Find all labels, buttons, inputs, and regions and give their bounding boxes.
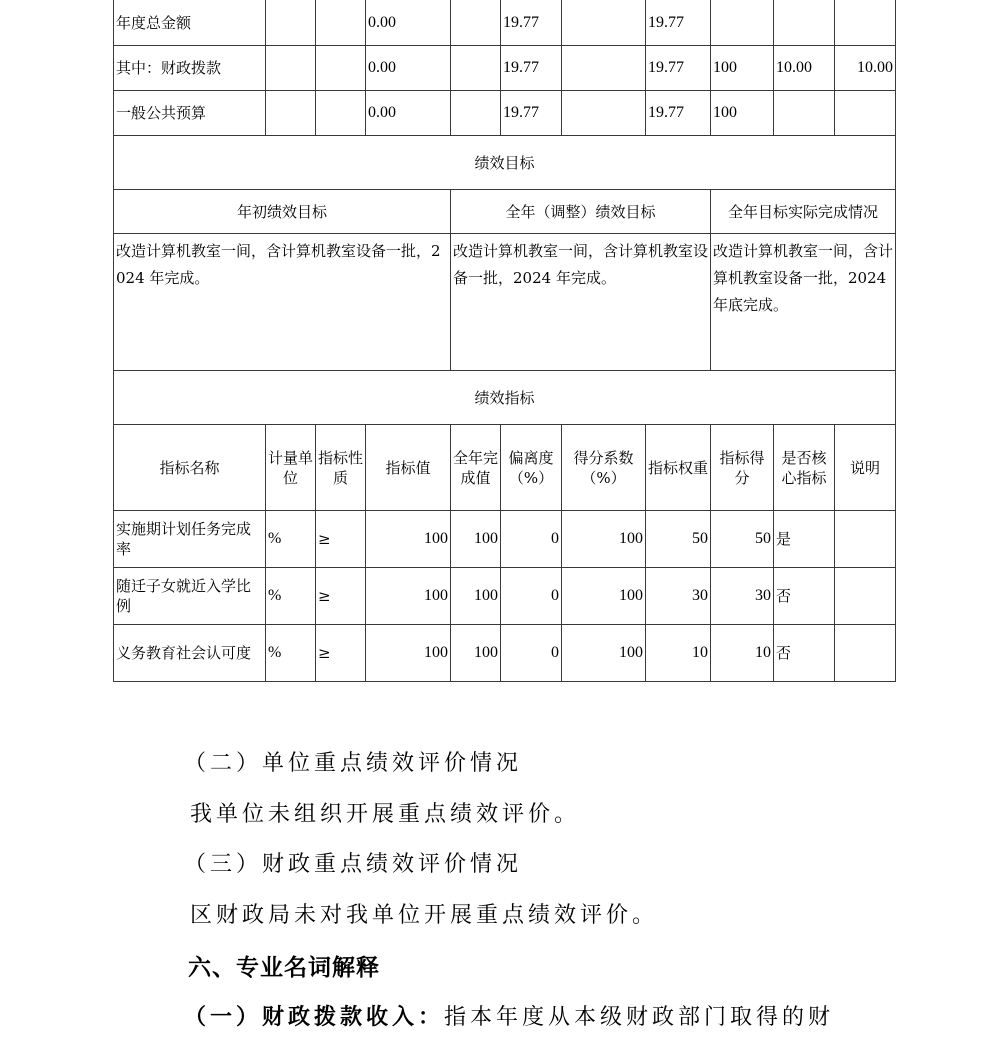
funds-cell (266, 91, 316, 136)
header-target: 指标值 (366, 425, 451, 511)
funds-label: 一般公共预算 (114, 91, 266, 136)
indicator-score: 50 (711, 511, 774, 568)
goals-header-adjusted: 全年（调整）绩效目标 (451, 190, 711, 234)
header-weight: 指标权重 (646, 425, 711, 511)
indicator-weight: 30 (646, 568, 711, 625)
indicator-coef: 100 (562, 568, 646, 625)
indicator-name: 随迁子女就近入学比例 (114, 568, 266, 625)
indicator-name: 实施期计划任务完成率 (114, 511, 266, 568)
funds-cell (562, 0, 646, 46)
indicators-section-title: 绩效指标 (114, 371, 896, 425)
goals-section-title: 绩效目标 (114, 136, 896, 190)
funds-cell (774, 91, 835, 136)
indicator-coef: 100 (562, 625, 646, 682)
funds-cell: 0.00 (366, 46, 451, 91)
funds-cell: 10.00 (835, 46, 896, 91)
funds-cell (451, 46, 501, 91)
funds-label: 年度总金额 (114, 0, 266, 46)
goals-value-initial: 改造计算机教室一间，含计算机教室设备一批，2024 年完成。 (114, 234, 451, 371)
header-nature: 指标性质 (316, 425, 366, 511)
funds-cell (562, 91, 646, 136)
indicators-header-row (114, 425, 896, 511)
section-heading-finance-evaluation: （三）财政重点绩效评价情况 (184, 852, 523, 877)
indicator-row (114, 568, 896, 625)
paragraph-finance-evaluation: 区财政局未对我单位开展重点绩效评价。 (190, 903, 659, 928)
indicator-nature: ≥ (316, 511, 366, 568)
paragraph-unit-evaluation: 我单位未组织开展重点绩效评价。 (190, 802, 581, 827)
funds-label: 其中：财政拨款 (114, 46, 266, 91)
indicator-row (114, 625, 896, 682)
indicator-target: 100 (366, 568, 451, 625)
indicator-nature: ≥ (316, 568, 366, 625)
funds-cell: 0.00 (366, 91, 451, 136)
section-heading-unit-evaluation: （二）单位重点绩效评价情况 (184, 751, 523, 776)
funds-cell (451, 91, 501, 136)
header-indicator-name: 指标名称 (114, 425, 266, 511)
indicator-actual: 100 (451, 625, 501, 682)
header-note: 说明 (835, 425, 896, 511)
indicator-coef: 100 (562, 511, 646, 568)
funds-row (114, 91, 896, 136)
indicator-score: 10 (711, 625, 774, 682)
indicator-unit: % (266, 625, 316, 682)
glossary-definition-line (184, 1000, 834, 1031)
indicator-row (114, 511, 896, 568)
header-actual: 全年完成值 (451, 425, 501, 511)
glossary-term: （一）财政拨款收入： (184, 1004, 445, 1030)
funds-cell (316, 46, 366, 91)
funds-cell (316, 91, 366, 136)
funds-cell (835, 0, 896, 46)
chapter-heading-glossary: 六、专业名词解释 (188, 955, 380, 981)
indicator-target: 100 (366, 511, 451, 568)
performance-table (113, 0, 896, 682)
glossary-definition: 指本年度从本级财政部门取得的财 (444, 1005, 835, 1030)
goals-header-initial: 年初绩效目标 (114, 190, 451, 234)
goals-header-actual: 全年目标实际完成情况 (711, 190, 896, 234)
funds-cell (711, 0, 774, 46)
header-coef: 得分系数（%） (562, 425, 646, 511)
indicator-unit: % (266, 511, 316, 568)
funds-row (114, 46, 896, 91)
funds-cell: 10.00 (774, 46, 835, 91)
funds-cell: 100 (711, 91, 774, 136)
indicator-note (835, 511, 896, 568)
indicator-actual: 100 (451, 568, 501, 625)
funds-cell: 19.77 (501, 46, 562, 91)
indicator-score: 30 (711, 568, 774, 625)
indicator-core: 否 (774, 625, 835, 682)
funds-cell: 100 (711, 46, 774, 91)
funds-cell (774, 0, 835, 46)
indicator-deviation: 0 (501, 568, 562, 625)
funds-cell (562, 46, 646, 91)
indicator-weight: 50 (646, 511, 711, 568)
indicator-name: 义务教育社会认可度 (114, 625, 266, 682)
funds-cell (451, 0, 501, 46)
funds-cell: 0.00 (366, 0, 451, 46)
indicator-deviation: 0 (501, 511, 562, 568)
header-score: 指标得分 (711, 425, 774, 511)
funds-row (114, 0, 896, 46)
indicator-actual: 100 (451, 511, 501, 568)
indicator-unit: % (266, 568, 316, 625)
indicator-core: 否 (774, 568, 835, 625)
funds-cell: 19.77 (646, 91, 711, 136)
indicator-note (835, 568, 896, 625)
funds-cell (835, 91, 896, 136)
funds-cell (266, 46, 316, 91)
indicator-core: 是 (774, 511, 835, 568)
header-core: 是否核心指标 (774, 425, 835, 511)
indicator-nature: ≥ (316, 625, 366, 682)
funds-cell: 19.77 (646, 0, 711, 46)
indicator-weight: 10 (646, 625, 711, 682)
funds-cell: 19.77 (501, 0, 562, 46)
header-unit: 计量单位 (266, 425, 316, 511)
funds-cell (266, 0, 316, 46)
indicator-note (835, 625, 896, 682)
funds-cell: 19.77 (501, 91, 562, 136)
header-deviation: 偏离度（%） (501, 425, 562, 511)
goals-value-actual: 改造计算机教室一间，含计算机教室设备一批，2024 年底完成。 (711, 234, 896, 371)
indicator-target: 100 (366, 625, 451, 682)
funds-cell: 19.77 (646, 46, 711, 91)
goals-value-adjusted: 改造计算机教室一间，含计算机教室设备一批，2024 年完成。 (451, 234, 711, 371)
indicator-deviation: 0 (501, 625, 562, 682)
funds-cell (316, 0, 366, 46)
